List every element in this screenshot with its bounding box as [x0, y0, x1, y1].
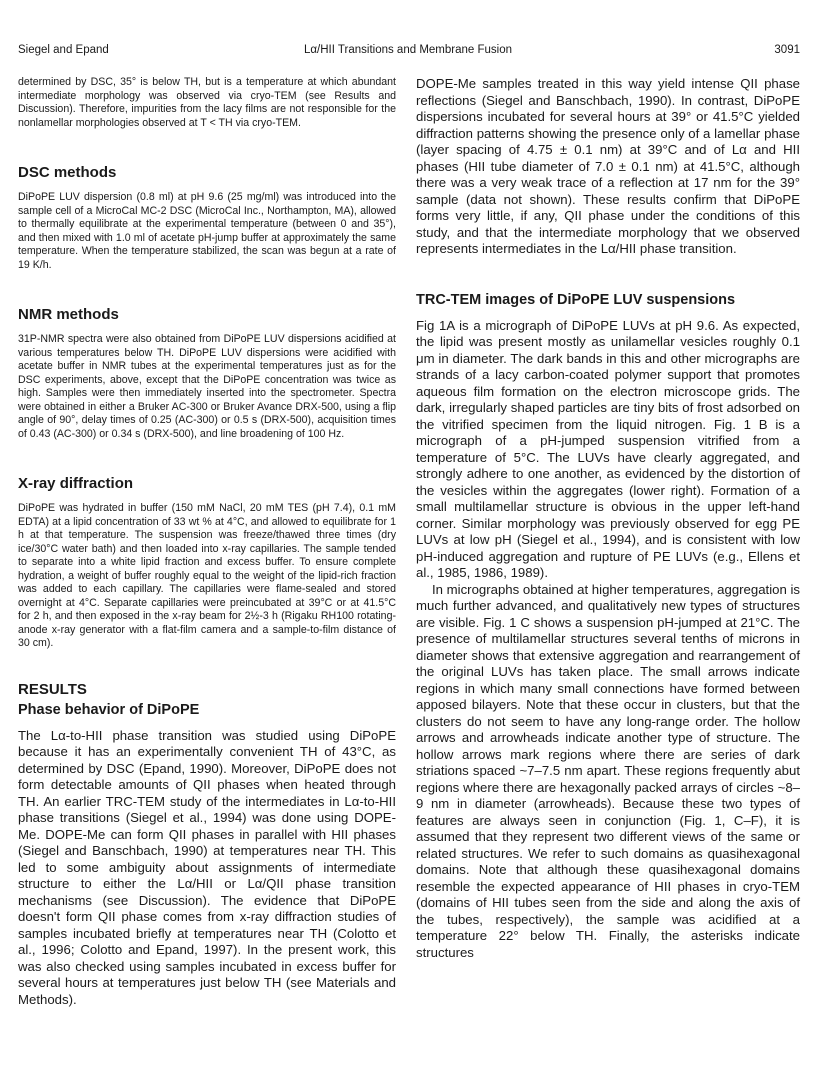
trc-tem-heading: TRC-TEM images of DiPoPE LUV suspensions [416, 291, 736, 308]
dope-me-paragraph: DOPE-Me samples treated in this way yield intense QII phase reflections (Siegel and Banschbach, 1990). In contrast, DiPoPE dispersions incubated for several hours at 39° or 41.5°C yielded diffraction patterns showing the presence only of a lamellar phase (layer spacing of 4.75 ± 0.1 nm) at 39°C and of Lα and HII phases (HII tube diameter of 7.0 ± 0.1 nm) at 41.5°C, although there was a very weak trace of a reflection at 17 nm for the 39° sample (data not shown). These results confirm that DiPoPE forms very little, if any, QII phase under the conditions of this study, and that the intermediate morphology that we observed represents intermediates in the Lα/HII phase transition. [416, 76, 800, 256]
xray-diffraction-heading: X-ray diffraction [18, 475, 134, 492]
nmr-methods-heading: NMR methods [18, 306, 119, 323]
micrographs-paragraph: In micrographs obtained at higher temperatures, aggregation is much further advanced, and qualitatively new types of structures are visible. Fig. 1 C shows a suspension pH-jumped at 21°C. The presence of multilamellar structures several tenths of microns in diameter shows that extensive aggregation and rearrangement of the original LUVs has taken place. The small arrows indicate regions in which many small connections have formed between apposed bilayers. Note that these occur in clusters, but that the clusters do not seem to have any long-range order. The hollow arrows and arrowheads indicate another type of structure. The hollow arrows mark regions where there are series of dark striations spaced ~7–7.5 nm apart. These regions frequently abut regions where there are hexagonally packed arrays of circles ~8–9 nm in diameter (arrowheads). Because these two types of features are always seen in conjunction (Fig. 1, C–F), it is assumed that they represent two different views of the same or related structures. We refer to such domains as quasihexagonal domains. Note that although these quasihexagonal domains resemble the expected appearance of HII phases in cryo-TEM (domains of HII tubes seen from the side and along the axis of the tubes, respectively), the sample was acidified at a temperature 22° below TH. Finally, the asterisks indicate structures [416, 581, 801, 960]
header-title: Lα/HII Transitions and Membrane Fusion [304, 44, 512, 56]
intro-paragraph: determined by DSC, 35° is below TH, but is a temperature at which abundant intermediate morphology was observed via cryo-TEM (see Results and Discussion). Therefore, impurities from the lacy films are not responsible for the nonlamellar morphologies observed at T < TH via cryo-TEM. [18, 76, 396, 129]
nmr-methods-paragraph: 31P-NMR spectra were also obtained from DiPoPE LUV dispersions acidified at various temperatures below TH. DiPoPE LUV dispersions were acidified with acetate buffer in NMR tubes at the experimental temperatures just as for the DSC experiments, above, except that the DiPoPE concentration was twice as high. Samples were then immediately inserted into the spectrometer. Spectra were obtained in either a Bruker AC-300 or Bruker Avance DRX-500, using a flip angle of 90°, delay times of 0.25 (AC-300) or 0.5 s (DRX-500), acquisition times of 0.43 (AC-300) or 0.34 s (DRX-500), and line broadening of 100 Hz. [18, 333, 396, 440]
phase-behavior-heading: Phase behavior of DiPoPE [18, 701, 200, 718]
xray-diffraction-paragraph: DiPoPE was hydrated in buffer (150 mM NaCl, 20 mM TES (pH 7.4), 0.1 mM EDTA) at a lipid concentration of 33 wt % at 4°C, and allowed to equilibrate for 1 h at that temperature. The suspension was freeze/thawed three times (dry ice/30°C water bath) and then loaded into x-ray capillaries. The sample tended to separate into a white lipid fraction and excess buffer. To ensure complete hydration, a weight of buffer roughly equal to the weight of the lipid-rich fraction was added to each capillary. The capillaries were flame-sealed and stored overnight at 4°C. Separate capillaries were preincubated at 39°C or at 41.5°C for 2 h, and then exposed in the x-ray beam for 2½-3 h (Rigaku RH100 rotating-anode x-ray generator with a flat-film camera and a sample-to-film distance of 30 cm). [18, 502, 396, 649]
left-column [18, 76, 396, 1008]
dsc-methods-paragraph: DiPoPE LUV dispersion (0.8 ml) at pH 9.6 (25 mg/ml) was introduced into the sample cell of a MicroCal MC-2 DSC (MicroCal Inc., Northampton, MA), allowed to thermally equilibrate at the experimental temperature (between 0 and 35°), and then mixed with 1.0 ml of acetate pH-jump buffer at approximately the same temperature. When the temperature stabilized, the scan was begun at a rate of 19 K/h. [18, 191, 396, 271]
running-header [18, 44, 800, 62]
page-number: 3091 [774, 44, 800, 56]
fig1a-paragraph: Fig 1A is a micrograph of DiPoPE LUVs at pH 9.6. As expected, the lipid was present mostly as unilamellar vesicles roughly 0.1 μm in diameter. The dark bands in this and other micrographs are strands of a lacy carbon-coated polymer support that promotes aqueous film formation on the electron microscope grids. The dark, irregularly shaped particles are tiny bits of frost adsorbed on the vitrified specimen from the liquid nitrogen. Fig. 1 B is a micrograph of a pH-jumped suspension vitrified from a temperature of 5°C. The LUVs have clearly aggregated, and strongly adhere to one another, as evidenced by the distortion of the vesicles within the aggregates (lower right). Formation of a small multilamellar structure is obvious in the upper left-hand corner. Similar morphology was previously observed for egg PE LUVs at low pH (Siegel et al., 1994), and is consistent with low pH-induced aggregation and rupture of PE LUVs (e.g., Ellens et al., 1985, 1986, 1989). [416, 317, 800, 580]
phase-behavior-paragraph: The Lα-to-HII phase transition was studied using DiPoPE because it has an experimentally convenient TH of 43°C, as determined by DSC (Epand, 1990). Moreover, DiPoPE does not form detectable amounts of QII phases when heated through TH. An earlier TRC-TEM study of the intermediates in Lα-to-HII phase transitions (Siegel et al., 1994) was done using DOPE-Me. DOPE-Me can form QII phases in parallel with HII phases (Siegel and Banschbach, 1990) at temperatures near TH. This led to some ambiguity about assignments of intermediate structure to either the Lα/HII or Lα/QII phase transition mechanisms (see Discussion). The evidence that DiPoPE doesn't form QII phase comes from x-ray diffraction studies of samples incubated briefly at temperatures near TH (Colotto et al., 1996; Colotto and Epand, 1997). In the present work, this was also checked using samples incubated in excess buffer for several hours at temperatures just below TH (see Materials and Methods). [18, 727, 396, 1007]
results-heading: RESULTS [18, 680, 87, 698]
dsc-methods-heading: DSC methods [18, 164, 117, 181]
right-column [416, 76, 800, 961]
header-authors: Siegel and Epand [18, 44, 109, 56]
